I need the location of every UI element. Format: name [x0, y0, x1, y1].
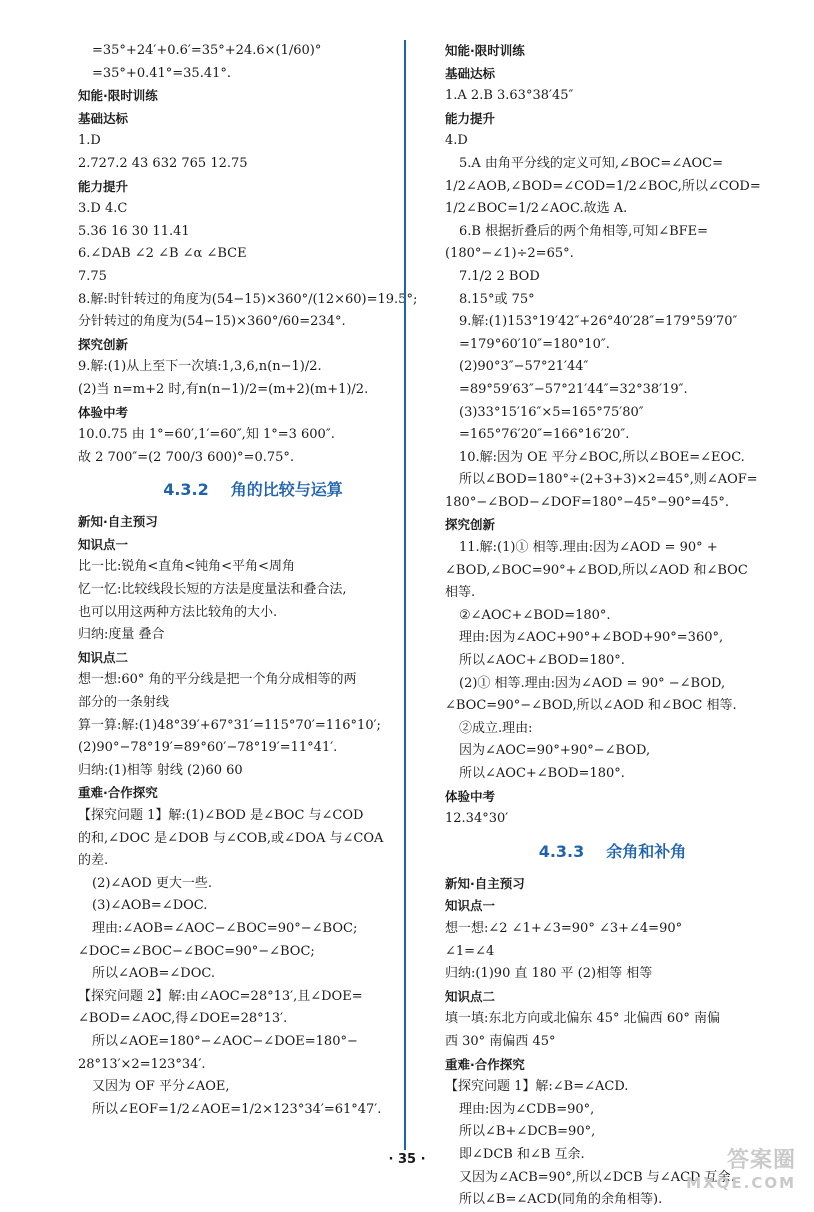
answer-line: 也可以用这两种方法比较角的大小.	[78, 604, 278, 620]
answer-line: 11.解:(1)① 相等.理由:因为∠AOD = 90° +	[459, 540, 718, 556]
answer-line: 8.解:时针转过的角度为(54−15)×360°/(12×60)=19.5°;	[78, 291, 418, 307]
section-heading	[78, 477, 428, 503]
answer-line: 又因为 OF 平分∠AOE,	[92, 1079, 230, 1095]
answer-line: 4.D	[445, 133, 468, 149]
answer-line: 的和,∠DOC 是∠DOB 与∠COB,或∠DOA 与∠COA	[78, 830, 384, 846]
subheading: 知识点二	[78, 649, 129, 665]
answer-line: 1/2∠BOC=1/2∠AOC.故选 A.	[445, 201, 628, 217]
answer-line: 所以∠AOB=∠DOC.	[92, 966, 215, 982]
answer-line: 想一想:60° 角的平分线是把一个角分成相等的两	[78, 672, 357, 688]
answer-line: =165°76′20″=166°16′20″.	[459, 427, 630, 443]
subheading: 知识点一	[78, 536, 129, 552]
answer-line: =35°+0.41°=35.41°.	[92, 65, 232, 81]
answer-line: 8.15°或 75°	[459, 291, 535, 307]
right-column	[445, 40, 780, 1212]
answer-line: 即∠DCB 和∠B 互余.	[459, 1146, 585, 1162]
subheading: 能力提升	[78, 178, 129, 194]
answer-line: 理由:∠AOB=∠AOC−∠BOC=90°−∠BOC;	[92, 920, 358, 936]
answer-line: 180°−∠BOD−∠DOF=180°−45°−90°=45°.	[445, 494, 730, 510]
answer-line: 归纳:度量 叠合	[78, 627, 165, 643]
answer-line: 所以∠B+∠DCB=90°,	[459, 1124, 596, 1140]
answer-line: =89°59′63″−57°21′44″=32°38′19″.	[459, 381, 688, 397]
answer-line: 所以∠EOF=1/2∠AOE=1/2×123°34′=61°47′.	[92, 1101, 382, 1117]
answer-line: 1/2∠AOB,∠BOD=∠COD=1/2∠BOC,所以∠COD=	[445, 178, 761, 194]
answer-line: 3.D 4.C	[78, 201, 128, 217]
page-number: · 35 ·	[388, 1152, 426, 1167]
subheading: 新知·自主预习	[78, 514, 158, 530]
answer-line: 9.解:(1)从上至下一次填:1,3,6,n(n−1)/2.	[78, 359, 322, 375]
answer-line: 28°13′×2=123°34′.	[78, 1056, 206, 1072]
answer-line: 10.0.75 由 1°=60′,1′=60″,知 1°=3 600″.	[78, 427, 335, 443]
answer-line: 的差.	[78, 853, 109, 869]
subheading: 体验中考	[78, 404, 129, 420]
answer-line: =35°+24′+0.6′=35°+24.6×(1/60)°	[92, 43, 322, 58]
answer-line: 因为∠AOC=90°+90°−∠BOD,	[459, 743, 651, 759]
answer-line: 【探究问题 1】解:(1)∠BOD 是∠BOC 与∠COD	[78, 808, 364, 823]
answer-line: 相等.	[445, 585, 476, 601]
answer-line: 2.727.2 43 632 765 12.75	[78, 155, 248, 171]
answer-line: 5.A 由角平分线的定义可知,∠BOC=∠AOC=	[459, 155, 724, 171]
answer-line: (2)① 相等.理由:因为∠AOD = 90° −∠BOD,	[459, 675, 726, 691]
section-heading	[445, 839, 780, 865]
subheading: 知能·限时训练	[78, 88, 158, 104]
section-number: 4.3.2	[163, 480, 209, 500]
answer-line: (2)90°3″−57°21′44″	[459, 359, 589, 375]
answer-line: 归纳:(1)相等 射线 (2)60 60	[78, 762, 243, 778]
answer-line: (2)当 n=m+2 时,有n(n−1)/2=(m+2)(m+1)/2.	[78, 381, 369, 397]
answer-line: 7.1/2 2 BOD	[459, 268, 540, 284]
subheading: 探究创新	[78, 336, 129, 352]
answer-line: ∠DOC=∠BOC−∠BOC=90°−∠BOC;	[78, 943, 315, 959]
subheading: 新知·自主预习	[445, 875, 525, 891]
answer-line: 1.A 2.B 3.63°38′45″	[445, 88, 574, 104]
subheading: 探究创新	[445, 517, 496, 533]
subheading: 知识点二	[445, 988, 496, 1004]
subheading: 基础达标	[445, 65, 496, 81]
watermark	[686, 1143, 796, 1192]
answer-line: 分针转过的角度为(54−15)×360°/60=234°.	[78, 314, 346, 330]
answer-line: ∠1=∠4	[445, 943, 495, 959]
subheading: 基础达标	[78, 110, 129, 126]
answer-line: ∠BOC=90°−∠BOD,所以∠AOD 和∠BOC 相等.	[445, 698, 737, 714]
answer-line: 部分的一条射线	[78, 695, 170, 711]
watermark-text: 答案圈	[726, 1148, 796, 1173]
answer-line: 12.34°30′	[445, 811, 509, 827]
answer-line: 西 30° 南偏西 45°	[445, 1033, 556, 1049]
answer-line: 1.D	[78, 133, 101, 149]
answer-line: 所以∠AOC+∠BOD=180°.	[459, 766, 625, 781]
answer-line: 所以∠B=∠ACD(同角的余角相等).	[459, 1192, 663, 1208]
answer-line: ∠BOD,∠BOC=90°+∠BOD,所以∠AOD 和∠BOC	[445, 562, 748, 578]
answer-line: 【探究问题 1】解:∠B=∠ACD.	[445, 1079, 629, 1095]
watermark-url: MXQE.COM	[686, 1174, 796, 1192]
answer-line: ②∠AOC+∠BOD=180°.	[459, 607, 611, 623]
answer-line: ∠BOD=∠AOC,得∠DOE=28°13′.	[78, 1011, 288, 1027]
subheading: 重难·合作探究	[78, 785, 158, 801]
subheading: 能力提升	[445, 110, 496, 126]
answer-line: 理由:因为∠CDB=90°,	[459, 1101, 595, 1117]
section-title: 余角和补角	[606, 841, 687, 861]
answer-line: (2)90°−78°19′=89°60′−78°19′=11°41′.	[78, 740, 338, 756]
answer-line: (3)∠AOB=∠DOC.	[92, 898, 208, 914]
answer-line: 所以∠BOD=180°÷(2+3+3)×2=45°,则∠AOF=	[459, 472, 758, 488]
answer-line: 所以∠AOC+∠BOD=180°.	[459, 653, 625, 669]
answer-line: 10.解:因为 OE 平分∠BOC,所以∠BOE=∠EOC.	[459, 449, 745, 465]
subheading: 知能·限时训练	[445, 43, 525, 58]
answer-line: 比一比:锐角<直角<钝角<平角<周角	[78, 559, 295, 575]
answer-line: 6.∠DAB ∠2 ∠B ∠α ∠BCE	[78, 246, 247, 262]
answer-line: 7.75	[78, 268, 107, 284]
answer-line: 理由:因为∠AOC+90°+∠BOD+90°=360°,	[459, 630, 724, 646]
section-number: 4.3.3	[538, 841, 585, 861]
answer-line: 所以∠AOE=180°−∠AOC−∠DOE=180°−	[92, 1033, 358, 1049]
answer-line: (2)∠AOD 更大一些.	[92, 875, 213, 891]
section-title: 角的比较与运算	[230, 480, 343, 500]
answer-line: 【探究问题 2】解:由∠AOC=28°13′,且∠DOE=	[78, 988, 363, 1004]
answer-line: 6.B 根据折叠后的两个角相等,可知∠BFE=	[459, 223, 709, 239]
answer-line: ②成立.理由:	[459, 720, 533, 736]
left-column	[78, 40, 428, 1121]
answer-line: 故 2 700″=(2 700/3 600)°=0.75°.	[78, 449, 295, 465]
answer-line: (180°−∠1)÷2=65°.	[445, 246, 574, 262]
answer-line: 想一想:∠2 ∠1+∠3=90° ∠3+∠4=90°	[445, 920, 683, 936]
answer-line: 填一填:东北方向或北偏东 45° 北偏西 60° 南偏	[445, 1011, 720, 1027]
column-divider	[404, 40, 406, 1150]
answer-line: 5.36 16 30 11.41	[78, 223, 190, 239]
answer-line: 归纳:(1)90 直 180 平 (2)相等 相等	[445, 966, 653, 982]
answer-line: 又因为∠ACB=90°,所以∠DCB 与∠ACD 互余.	[459, 1169, 735, 1185]
answer-line: 算一算:解:(1)48°39′+67°31′=115°70′=116°10′;	[78, 717, 381, 733]
answer-line: =179°60′10″=180°10″.	[459, 336, 610, 352]
answer-line: 9.解:(1)153°19′42″+26°40′28″=179°59′70″	[459, 314, 738, 330]
subheading: 重难·合作探究	[445, 1056, 525, 1072]
subheading: 体验中考	[445, 788, 496, 804]
answer-line: 忆一忆:比较线段长短的方法是度量法和叠合法,	[78, 582, 347, 598]
answer-line: (3)33°15′16″×5=165°75′80″	[459, 404, 644, 420]
subheading: 知识点一	[445, 898, 496, 914]
